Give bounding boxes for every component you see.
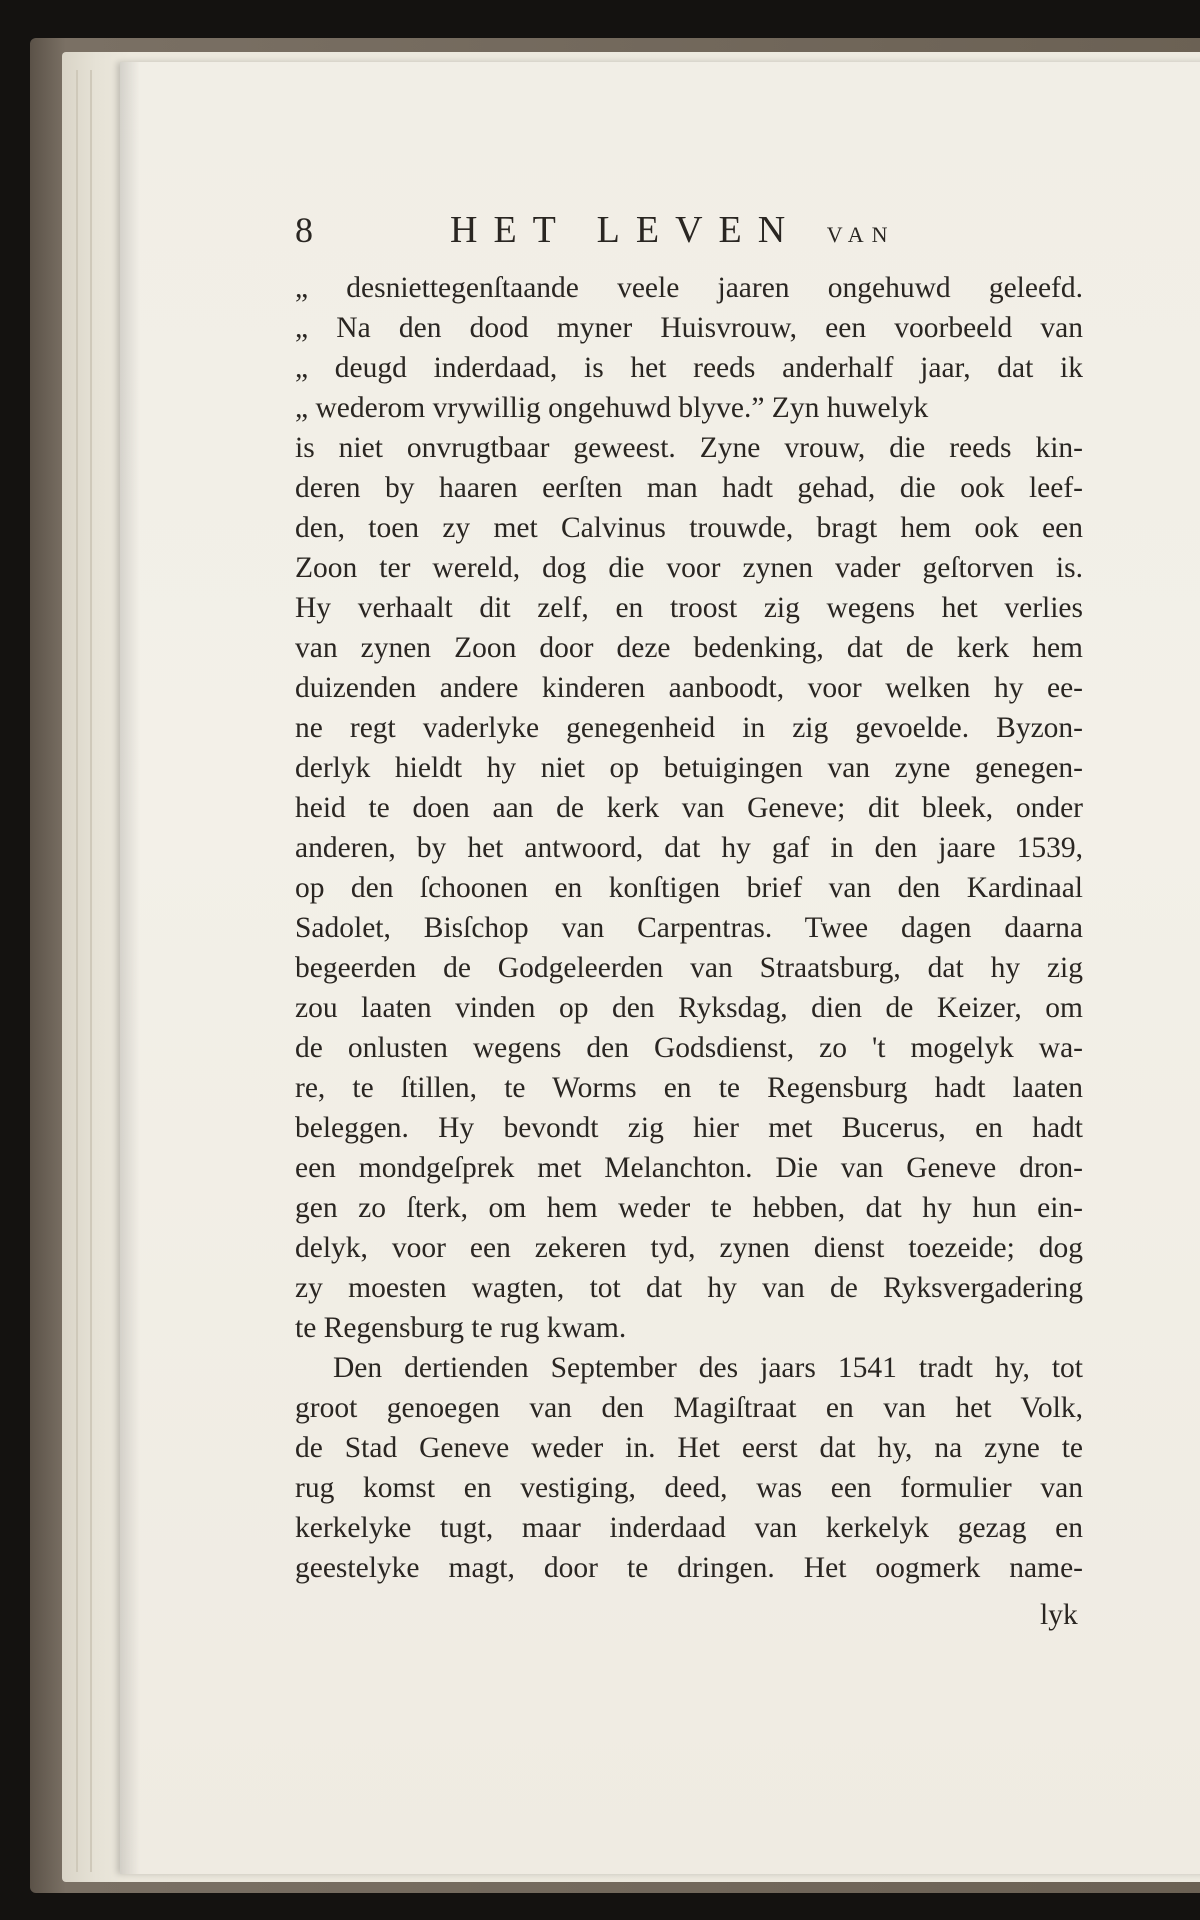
- text-line: geestelyke magt, door te dringen. Het oogmerk name-: [295, 1552, 1083, 1584]
- text-line: te Regensburg te rug kwam.: [295, 1312, 627, 1344]
- text-line: duizenden andere kinderen aanboodt, voor welken hy ee-: [295, 672, 1083, 704]
- text-line: de onlusten wegens den Godsdienst, zo 't mogelyk wa-: [295, 1032, 1083, 1064]
- text-line: delyk, voor een zekeren tyd, zynen dienst toezeide; dog: [295, 1232, 1083, 1264]
- text-line: beleggen. Hy bevondt zig hier met Bucerus, en hadt: [295, 1112, 1083, 1144]
- text-line: is niet onvrugtbaar geweest. Zyne vrouw, die reeds kin-: [295, 432, 1083, 464]
- text-line: kerkelyke tugt, maar inderdaad van kerkelyk gezag en: [295, 1512, 1083, 1544]
- text-line: groot genoegen van den Magiſtraat en van het Volk,: [295, 1392, 1083, 1424]
- text-line: begeerden de Godgeleerden van Straatsburg, dat hy zig: [295, 952, 1083, 984]
- running-header: [180, 200, 1080, 256]
- running-title-main: HET LEVEN: [450, 209, 802, 251]
- gutter-shadow: [120, 62, 140, 1874]
- text-line: rug komst en vestiging, deed, was een formulier van: [295, 1472, 1083, 1504]
- text-line: heid te doen aan de kerk van Geneve; dit bleek, onder: [295, 792, 1083, 824]
- text-line: „ Na den dood myner Huisvrouw, een voorbeeld van: [295, 312, 1083, 344]
- text-line: op den ſchoonen en konſtigen brief van den Kardinaal: [295, 872, 1083, 904]
- running-title: [450, 210, 896, 255]
- text-line: Sadolet, Bisſchop van Carpentras. Twee dagen daarna: [295, 912, 1083, 944]
- page-number: 8: [295, 210, 313, 250]
- catchword: lyk: [1040, 1599, 1078, 1631]
- text-line: Den dertienden September des jaars 1541 tradt hy, tot: [333, 1352, 1083, 1384]
- text-line: Hy verhaalt dit zelf, en troost zig wegens het verlies: [295, 592, 1083, 624]
- text-line: den, toen zy met Calvinus trouwde, bragt hem ook een: [295, 512, 1083, 544]
- running-title-small: VAN: [826, 222, 896, 247]
- text-line: „ wederom vrywillig ongehuwd blyve.” Zyn huwelyk: [295, 392, 929, 424]
- text-line: „ desniettegenſtaande veele jaaren ongehuwd geleefd.: [295, 272, 1083, 304]
- text-line: derlyk hieldt hy niet op betuigingen van zyne genegen-: [295, 752, 1083, 784]
- text-line: re, te ſtillen, te Worms en te Regensburg hadt laaten: [295, 1072, 1083, 1104]
- text-line: deren by haaren eerſten man hadt gehad, die ook leef-: [295, 472, 1083, 504]
- text-line: een mondgeſprek met Melanchton. Die van Geneve dron-: [295, 1152, 1083, 1184]
- text-line: Zoon ter wereld, dog die voor zynen vader geſtorven is.: [295, 552, 1083, 584]
- text-line: ne regt vaderlyke genegenheid in zig gevoelde. Byzon-: [295, 712, 1083, 744]
- text-line: zou laaten vinden op den Ryksdag, dien de Keizer, om: [295, 992, 1083, 1024]
- text-line: zy moesten wagten, tot dat hy van de Ryksvergadering: [295, 1272, 1083, 1304]
- text-line: van zynen Zoon door deze bedenking, dat de kerk hem: [295, 632, 1083, 664]
- text-line: anderen, by het antwoord, dat hy gaf in den jaare 1539,: [295, 832, 1083, 864]
- body-text: [295, 268, 1083, 1588]
- text-line: gen zo ſterk, om hem weder te hebben, dat hy hun ein-: [295, 1192, 1083, 1224]
- text-line: „ deugd inderdaad, is het reeds anderhalf jaar, dat ik: [295, 352, 1083, 384]
- text-line: de Stad Geneve weder in. Het eerst dat hy, na zyne te: [295, 1432, 1083, 1464]
